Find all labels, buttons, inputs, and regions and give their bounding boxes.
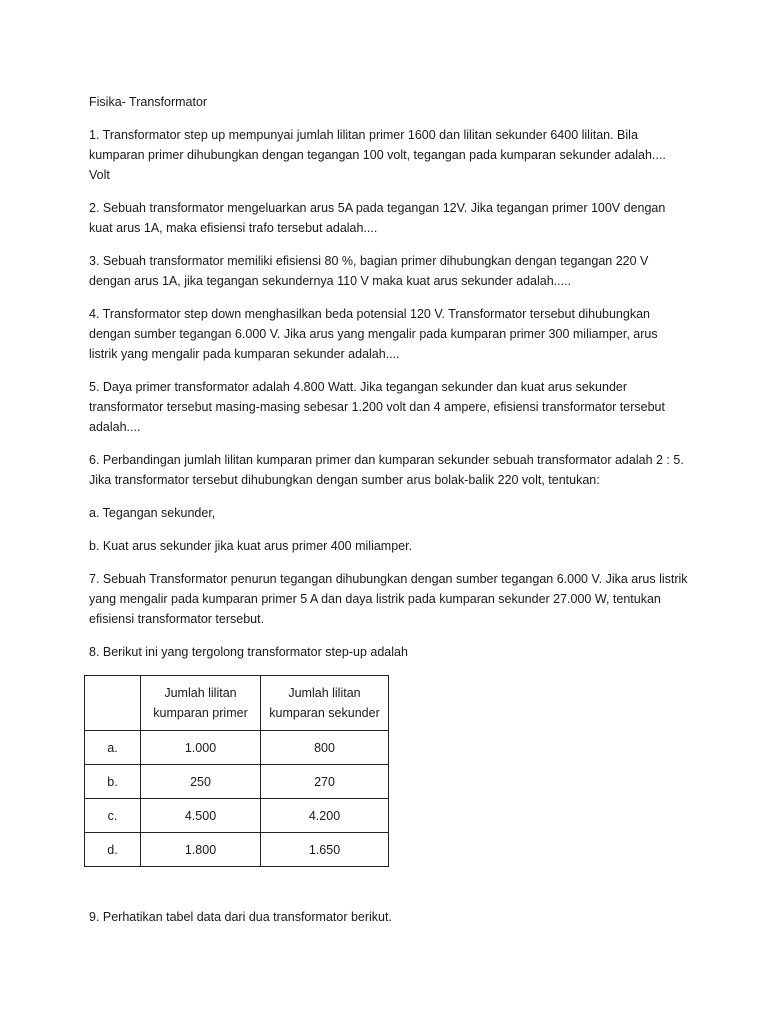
document-page <box>89 92 689 940</box>
table-cell: 250 <box>141 765 261 799</box>
table-cell: 4.500 <box>141 799 261 833</box>
table-cell: 800 <box>261 731 389 765</box>
table-row <box>85 833 389 867</box>
question-3: 3. Sebuah transformator memiliki efisiensi 80 %, bagian primer dihubungkan dengan tegangan 220 V dengan arus 1A, jika tegangan sekundernya 110 V maka kuat arus sekunder adalah..... <box>89 254 649 288</box>
question-8: 8. Berikut ini yang tergolong transformator step-up adalah <box>89 645 408 659</box>
question-5: 5. Daya primer transformator adalah 4.800 Watt. Jika tegangan sekunder dan kuat arus sekunder transformator tersebut masing-masing sebesar 1.200 volt dan 4 ampere, efisiensi transformator tersebut adalah.... <box>89 380 665 434</box>
document-title: Fisika- Transformator <box>89 95 208 109</box>
transformer-table <box>84 675 389 867</box>
question-4: 4. Transformator step down menghasilkan beda potensial 120 V. Transformator tersebut dihubungkan dengan sumber tegangan 6.000 V. Jika arus yang mengalir pada kumparan primer 300 miliamper, arus listrik yang mengalir pada kumparan sekunder adalah.... <box>89 307 658 361</box>
table-cell: 1.800 <box>141 833 261 867</box>
table-header-row <box>85 676 389 731</box>
table-header-cell <box>85 676 141 731</box>
table-cell: a. <box>85 731 141 765</box>
table-cell: 1.650 <box>261 833 389 867</box>
table-header-cell: Jumlah lilitan kumparan sekunder <box>261 676 389 731</box>
table-row <box>85 799 389 833</box>
table-row <box>85 731 389 765</box>
question-6b: b. Kuat arus sekunder jika kuat arus primer 400 miliamper. <box>89 539 413 553</box>
table-cell: 270 <box>261 765 389 799</box>
table-cell: c. <box>85 799 141 833</box>
table-cell: 4.200 <box>261 799 389 833</box>
question-7: 7. Sebuah Transformator penurun tegangan dihubungkan dengan sumber tegangan 6.000 V. Jika arus listrik yang mengalir pada kumparan primer 5 A dan daya listrik pada kumparan sekunder 27.000 W, tentukan efisiensi transformator tersebut. <box>89 572 688 626</box>
table-header-cell: Jumlah lilitan kumparan primer <box>141 676 261 731</box>
table-cell: d. <box>85 833 141 867</box>
question-2: 2. Sebuah transformator mengeluarkan arus 5A pada tegangan 12V. Jika tegangan primer 100V dengan kuat arus 1A, maka efisiensi trafo tersebut adalah.... <box>89 201 666 235</box>
question-6: 6. Perbandingan jumlah lilitan kumparan primer dan kumparan sekunder sebuah transformator adalah 2 : 5. Jika transformator tersebut dihubungkan dengan sumber arus bolak-balik 220 volt, tentukan: <box>89 453 684 487</box>
question-9: 9. Perhatikan tabel data dari dua transformator berikut. <box>89 910 392 924</box>
question-6a: a. Tegangan sekunder, <box>89 506 216 520</box>
table-row <box>85 765 389 799</box>
table-cell: 1.000 <box>141 731 261 765</box>
question-1: 1. Transformator step up mempunyai jumlah lilitan primer 1600 dan lilitan sekunder 6400 lilitan. Bila kumparan primer dihubungkan dengan tegangan 100 volt, tegangan pada kumparan sekunder adalah.... Volt <box>89 128 666 182</box>
table-cell: b. <box>85 765 141 799</box>
